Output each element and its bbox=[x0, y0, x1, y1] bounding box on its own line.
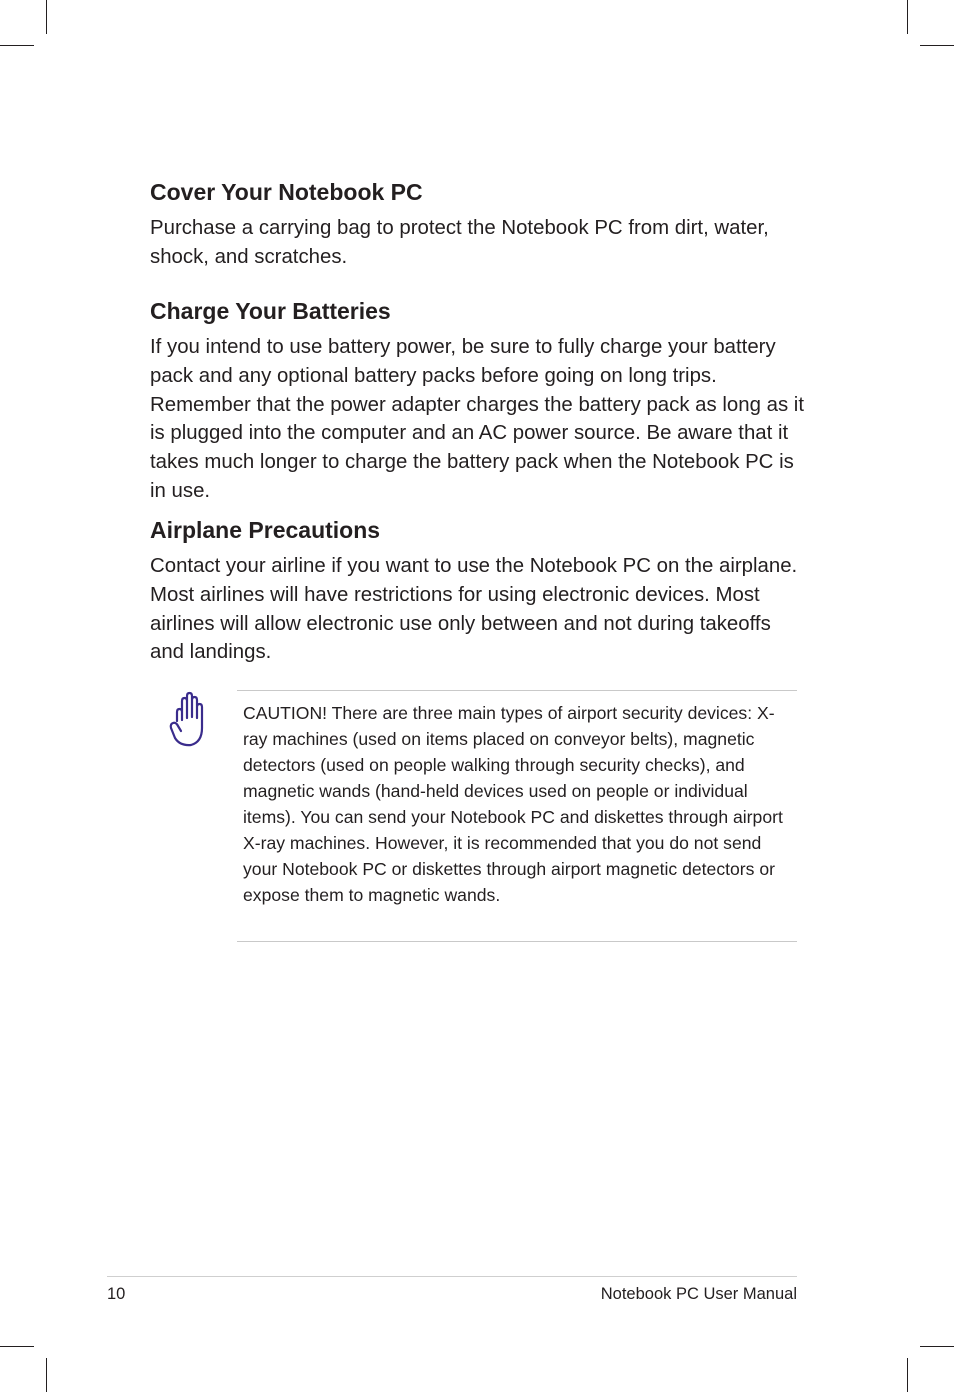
crop-mark bbox=[920, 1346, 954, 1347]
section-heading-cover: Cover Your Notebook PC bbox=[150, 179, 423, 205]
manual-title: Notebook PC User Manual bbox=[600, 1285, 797, 1303]
crop-mark bbox=[907, 0, 908, 34]
page-number: 10 bbox=[107, 1285, 126, 1303]
crop-mark bbox=[0, 1346, 34, 1347]
caution-text: CAUTION! There are three main types of airport security devices: X-ray machines (used on items placed on conveyor belts), magnetic detectors (used on people walking through security checks), and magnetic wands (hand-held devices used on people or individual items). You can send your Notebook PC and diskettes through airport X-ray machines. However, it is recommended that you do not send your Notebook PC or diskettes through airport magnetic detectors or expose them to magnetic wands. bbox=[243, 703, 783, 905]
crop-mark bbox=[46, 0, 47, 34]
crop-mark bbox=[46, 1358, 47, 1392]
section-body-airplane: Contact your airline if you want to use the Notebook PC on the airplane. Most airlines will have restrictions for using electronic devices. Most airlines will allow electronic use only between and not during takeoffs and landings. bbox=[150, 555, 798, 664]
crop-mark bbox=[0, 45, 34, 46]
caution-top-rule bbox=[237, 690, 797, 691]
caution-bottom-rule bbox=[237, 941, 797, 942]
section-body-batteries: If you intend to use battery power, be sure to fully charge your battery pack and any optional battery packs before going on long trips. Remember that the power adapter charges the battery pack as long as it is plugged into the computer and an AC power source. Be aware that it takes much longer to charge the battery pack when the Notebook PC is in use. bbox=[150, 336, 804, 502]
section-body-cover: Purchase a carrying bag to protect the Notebook PC from dirt, water, shock, and scratches. bbox=[150, 217, 769, 268]
crop-mark bbox=[907, 1358, 908, 1392]
footer-rule bbox=[107, 1276, 797, 1277]
raised-hand-icon bbox=[168, 690, 210, 750]
crop-mark bbox=[920, 45, 954, 46]
section-heading-batteries: Charge Your Batteries bbox=[150, 298, 391, 324]
section-heading-airplane: Airplane Precautions bbox=[150, 517, 381, 543]
